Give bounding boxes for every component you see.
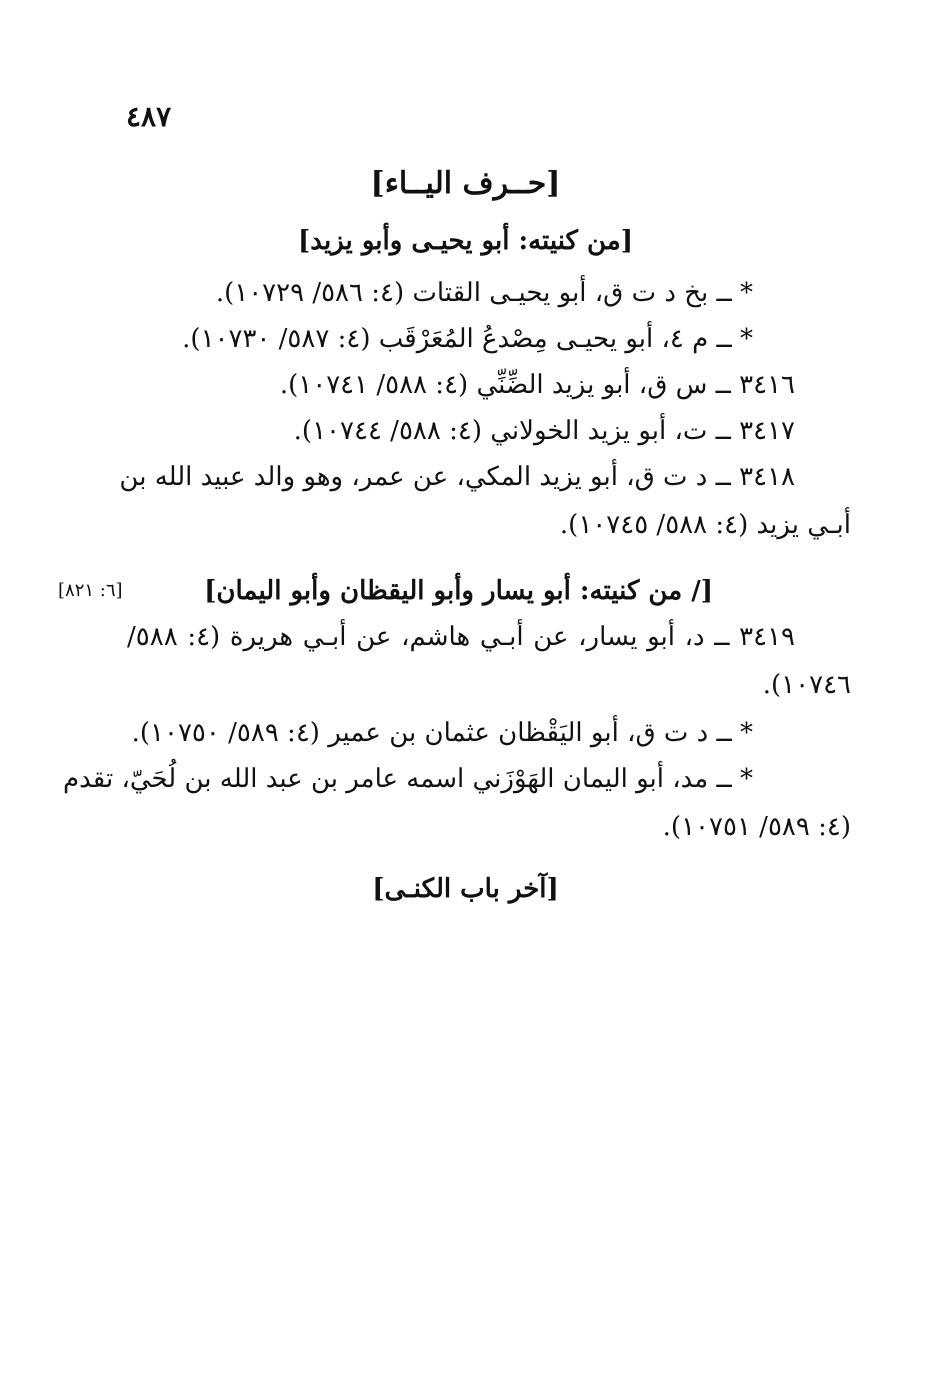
- entry-line: ٣٤١٩ ــ د، أبو يسار، عن أبـي هاشم، عن أبـي هريرة (٤: ٥٨٨/: [127, 622, 795, 652]
- entry-line: * ــ بخ د ت ق، أبو يحيـى القتات (٤: ٥٨٦/ ١٠٧٢٩).: [215, 278, 753, 308]
- entry-line: (٤: ٥٨٩/ ١٠٧٥١).: [662, 812, 851, 842]
- entry-line: أبـي يزيد (٤: ٥٨٨/ ١٠٧٤٥).: [559, 510, 851, 540]
- section-title: [/ من كنيته: أبو يسار وأبو اليقظان وأبو اليمان]: [204, 576, 713, 606]
- entry-line: ١٠٧٤٦).: [762, 670, 851, 700]
- chapter-title: [حــرف اليــاء]: [370, 166, 561, 201]
- end-title: [آخر باب الكنـى]: [372, 874, 559, 904]
- entry-line: * ــ د ت ق، أبو اليَقْظان عثمان بن عمير (٤: ٥٨٩/ ١٠٧٥٠).: [131, 718, 753, 748]
- entry-line: * ــ م ٤، أبو يحيـى مِصْدعُ المُعَرْقَب (٤: ٥٨٧/ ١٠٧٣٠).: [182, 324, 753, 354]
- entry-line: ٣٤١٧ ــ ت، أبو يزيد الخولاني (٤: ٥٨٨/ ١٠٧٤٤).: [293, 416, 795, 446]
- section-title: [من كنيته: أبو يحيـى وأبو يزيد]: [298, 226, 633, 256]
- page-number: ٤٨٧: [126, 100, 172, 133]
- page-reference: [٦: ٨٢١]: [58, 580, 123, 601]
- entry-line: * ــ مد، أبو اليمان الهَوْزَني اسمه عامر بن عبد الله بن لُحَيّ، تقدم: [63, 764, 753, 794]
- entry-line: ٣٤١٦ ــ س ق، أبو يزيد الضِّنِّي (٤: ٥٨٨/ ١٠٧٤١).: [279, 370, 795, 400]
- entry-line: ٣٤١٨ ــ د ت ق، أبو يزيد المكي، عن عمر، وهو والد عبيد الله بن: [119, 462, 795, 492]
